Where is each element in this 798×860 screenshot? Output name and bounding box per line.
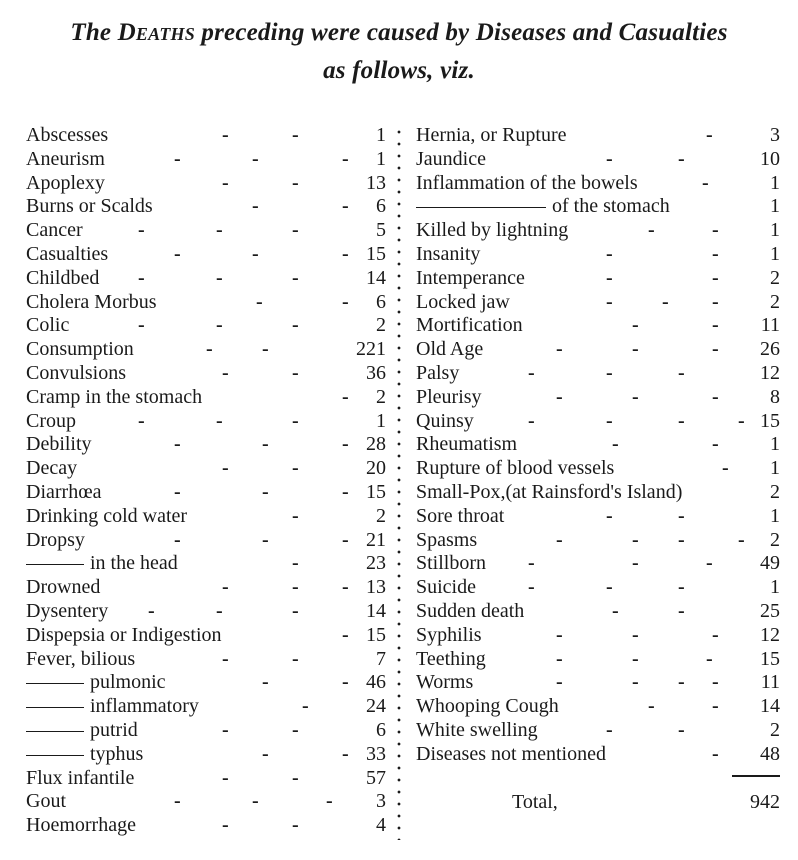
row-value: 10 [760, 147, 780, 170]
row-label: Dysentery [26, 599, 109, 622]
row-value: 2 [770, 718, 780, 741]
table-row: Killed by lightning - - 1 [416, 219, 780, 242]
table-row: Worms - - - - 11 [416, 671, 780, 694]
row-value: 36 [366, 361, 386, 384]
row-label: Jaundice [416, 147, 486, 170]
table-row: White swelling - - 2 [416, 718, 780, 741]
row-label: Suicide [416, 576, 476, 599]
table-row: Cancer - - - 5 [26, 219, 386, 242]
row-value: 15 [760, 409, 780, 432]
row-label: Hoemorrhage [26, 814, 136, 837]
row-value: 15 [760, 647, 780, 670]
row-label: Aneurism [26, 147, 105, 170]
table-row: Inflammation of the bowels - 1 [416, 171, 780, 194]
table-row: Syphilis - - - 12 [416, 623, 780, 646]
row-value: 1 [770, 576, 780, 599]
table-row: Intemperance - - 2 [416, 266, 780, 289]
row-label: Childbed [26, 266, 100, 289]
row-value: 6 [376, 290, 386, 313]
table-row: Whooping Cough - - 14 [416, 695, 780, 718]
row-label: Cramp in the stomach [26, 385, 203, 408]
row-label: Sore throat [416, 504, 505, 527]
row-value: 2 [376, 314, 386, 337]
row-value: 3 [770, 124, 780, 146]
table-row: Debility - - - 28 [26, 433, 386, 456]
ditto-rule [26, 564, 84, 565]
total-rule [732, 775, 780, 777]
row-label: Mortification [416, 314, 523, 337]
row-label: Decay [26, 457, 78, 480]
row-label: Drowned [26, 576, 101, 599]
row-value: 3 [376, 790, 386, 813]
row-label: inflammatory [26, 695, 199, 719]
row-value: 12 [760, 361, 780, 384]
row-label: Worms [416, 671, 474, 694]
row-label: Inflammation of the bowels [416, 171, 638, 194]
row-value: 20 [366, 457, 386, 480]
row-label: Hernia, or Rupture [416, 124, 567, 146]
table-row: Drinking cold water - 2 [26, 504, 386, 527]
row-label: Diarrhœa [26, 480, 102, 503]
table-row: putrid - - 6 [26, 719, 386, 743]
row-label: Teething [416, 647, 486, 670]
table-row: Aneurism - - - 1 [26, 147, 386, 170]
row-label: Drinking cold water [26, 504, 188, 527]
row-value: 25 [760, 599, 780, 622]
row-label: Killed by lightning [416, 219, 569, 242]
row-value: 26 [760, 338, 780, 361]
row-value: 1 [376, 147, 386, 170]
table-row: Insanity - - 1 [416, 242, 780, 265]
row-label: pulmonic [26, 671, 166, 695]
row-label: Syphilis [416, 623, 482, 646]
table-row: Flux infantile - - 57 [26, 766, 386, 789]
row-label: Pleurisy [416, 385, 482, 408]
row-label: Old Age [416, 338, 484, 361]
table-row: Gout - - - 3 [26, 790, 386, 813]
table-row: Teething - - - 15 [416, 647, 780, 670]
row-value: 5 [376, 219, 386, 242]
table-row: Dropsy - - - 21 [26, 528, 386, 551]
row-value: 15 [366, 480, 386, 503]
table-row: Spasms - - - - 2 [416, 528, 780, 551]
row-label: Rupture of blood vessels [416, 457, 615, 480]
row-value: 2 [770, 480, 780, 503]
row-label: Consumption [26, 338, 134, 361]
table-row: Croup - - - 1 [26, 409, 386, 432]
table-row: Rheumatism - - 1 [416, 433, 780, 456]
row-value: 11 [760, 671, 780, 694]
table-row: Cramp in the stomach - 2 [26, 385, 386, 408]
row-label: Cholera Morbus [26, 290, 157, 313]
total-value: 942 [750, 791, 780, 813]
row-value: 221 [356, 338, 386, 361]
table-row: Abscesses - - 1 [26, 124, 386, 146]
row-value: 8 [770, 385, 780, 408]
table-row: Casualties - - - 15 [26, 242, 386, 265]
row-value: 21 [366, 528, 386, 551]
row-label: putrid [26, 719, 138, 743]
table-row: Dysentery - - - 14 [26, 599, 386, 622]
row-label: Colic [26, 314, 70, 337]
row-label: of the stomach [416, 195, 670, 219]
table-row: Suicide - - - 1 [416, 576, 780, 599]
table-row: Colic - - - 2 [26, 314, 386, 337]
page-heading [0, 14, 798, 90]
row-value: 1 [770, 219, 780, 242]
row-label: Fever, bilious [26, 647, 136, 670]
row-value: 2 [376, 385, 386, 408]
table-row: Fever, bilious - - 7 [26, 647, 386, 670]
table-row: Hoemorrhage - - 4 [26, 814, 386, 837]
row-value: 2 [376, 504, 386, 527]
row-label: Debility [26, 433, 92, 456]
row-label: Casualties [26, 242, 109, 265]
row-label: Gout [26, 790, 66, 813]
ditto-rule [416, 207, 546, 208]
column-divider-dots [394, 126, 404, 840]
table-row: Palsy - - - 12 [416, 361, 780, 384]
row-value: 28 [366, 433, 386, 456]
row-label: Palsy [416, 361, 460, 384]
row-value: 12 [760, 623, 780, 646]
row-value: 1 [376, 409, 386, 432]
row-value: 1 [770, 171, 780, 194]
ditto-rule [26, 707, 84, 708]
row-value: 11 [760, 314, 780, 337]
row-value: 49 [760, 552, 780, 575]
row-label: Whooping Cough [416, 695, 559, 718]
table-row: Consumption - - 221 [26, 338, 386, 361]
row-value: 2 [770, 528, 780, 551]
table-row: Quinsy - - - - 15 [416, 409, 780, 432]
row-label: Croup [26, 409, 76, 432]
ditto-rule [26, 731, 84, 732]
row-value: 13 [366, 576, 386, 599]
row-value: 2 [770, 266, 780, 289]
row-value: 23 [366, 552, 386, 575]
table-row: Apoplexy - - 13 [26, 171, 386, 194]
table-row: Cholera Morbus - - 6 [26, 290, 386, 313]
left-column [26, 124, 386, 838]
row-label: Locked jaw [416, 290, 510, 313]
row-value: 1 [770, 457, 780, 480]
row-value: 14 [760, 695, 780, 718]
table-row: Stillborn - - - 49 [416, 552, 780, 575]
row-value: 15 [366, 623, 386, 646]
table-row [416, 481, 780, 505]
row-value: 13 [366, 171, 386, 194]
row-label: Stillborn [416, 552, 487, 575]
table-row: Pleurisy - - - 8 [416, 385, 780, 408]
row-label: Quinsy [416, 409, 474, 432]
row-label: typhus [26, 743, 143, 767]
row-label: Small-Pox,(at Rainsford's Island) [416, 480, 683, 503]
total-row [416, 790, 780, 814]
table-row: Hernia, or Rupture - 3 [416, 124, 780, 146]
total-label: Total, [512, 791, 558, 813]
row-value: 33 [366, 742, 386, 765]
row-value: 7 [376, 647, 386, 670]
table-row: Mortification - - 11 [416, 314, 780, 337]
row-label: Cancer [26, 219, 83, 242]
row-label: Sudden death [416, 599, 525, 622]
row-label: Abscesses [26, 124, 109, 146]
row-value: 2 [770, 290, 780, 313]
table-row: Diarrhœa - - - 15 [26, 480, 386, 503]
heading-deaths: Deaths [117, 19, 195, 46]
row-value: 46 [366, 671, 386, 694]
table-row: typhus - - 33 [26, 743, 386, 767]
row-value: 1 [770, 195, 780, 218]
table-row: Burns or Scalds - - 6 [26, 195, 386, 218]
table-row: Childbed - - - 14 [26, 266, 386, 289]
heading-line-2: as follows, viz. [323, 57, 475, 84]
table-row [416, 195, 780, 219]
table-row: Jaundice - - 10 [416, 147, 780, 170]
right-column [416, 124, 780, 767]
row-label: Dispepsia or Indigestion [26, 623, 222, 646]
table-row: Sore throat - - 1 [416, 504, 780, 527]
row-value: 14 [366, 266, 386, 289]
row-label: in the head [26, 552, 178, 576]
row-label: Insanity [416, 242, 481, 265]
row-label: White swelling [416, 718, 538, 741]
table-row: Drowned - - - 13 [26, 576, 386, 599]
row-value: 14 [366, 599, 386, 622]
row-label: Diseases not mentioned [416, 742, 606, 765]
table-row: Convulsions - - 36 [26, 361, 386, 384]
row-label: Convulsions [26, 361, 127, 384]
row-value: 1 [376, 124, 386, 146]
row-value: 15 [366, 242, 386, 265]
row-value: 1 [770, 504, 780, 527]
heading-part-3: preceding were caused by Diseases and Casualties [194, 19, 728, 46]
row-value: 57 [366, 766, 386, 789]
row-value: 24 [366, 695, 386, 718]
row-value: 4 [376, 814, 386, 837]
row-label: Rheumatism [416, 433, 518, 456]
row-label: Intemperance [416, 266, 525, 289]
row-value: 1 [770, 242, 780, 265]
table-row: Locked jaw - - - 2 [416, 290, 780, 313]
row-value: 6 [376, 718, 386, 741]
row-value: 6 [376, 195, 386, 218]
table-row: pulmonic - - 46 [26, 671, 386, 695]
row-label: Burns or Scalds [26, 195, 153, 218]
row-label: Dropsy [26, 528, 85, 551]
table-row: Rupture of blood vessels - 1 [416, 457, 780, 480]
table-row: inflammatory - 24 [26, 695, 386, 719]
row-label: Spasms [416, 528, 478, 551]
heading-line-1 [0, 14, 798, 52]
table-row: Decay - - 20 [26, 457, 386, 480]
table-row: Dispepsia or Indigestion - 15 [26, 623, 386, 646]
ditto-rule [26, 755, 84, 756]
row-label: Flux infantile [26, 766, 135, 789]
table-row: in the head - 23 [26, 552, 386, 576]
table-row: Sudden death - - 25 [416, 599, 780, 622]
table-row: Old Age - - - 26 [416, 338, 780, 361]
ditto-rule [26, 683, 84, 684]
row-value: 48 [760, 742, 780, 765]
heading-part-1: The [70, 19, 118, 46]
table-row: Diseases not mentioned - 48 [416, 742, 780, 765]
row-value: 1 [770, 433, 780, 456]
row-label: Apoplexy [26, 171, 105, 194]
